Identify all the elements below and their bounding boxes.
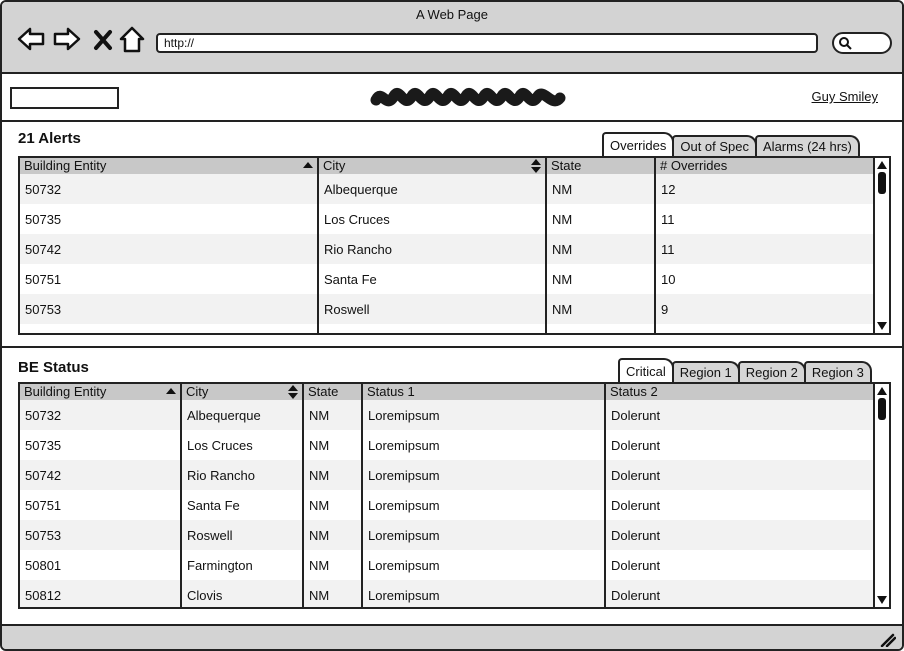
cell-status-2: Dolerunt (605, 430, 875, 460)
table-row[interactable] (20, 400, 875, 430)
alerts-table (18, 156, 891, 335)
cell-state: NM (303, 550, 362, 580)
column-header-overrides[interactable]: # Overrides (655, 158, 875, 174)
cell-status-2: Dolerunt (605, 580, 875, 609)
cell-building-entity: 50732 (20, 400, 181, 430)
column-header-city[interactable]: City (181, 384, 303, 400)
cell-state: NM (303, 520, 362, 550)
cell-building-entity: 50753 (20, 520, 181, 550)
cell-state: NM (303, 400, 362, 430)
cell-status-1: Loremipsum (362, 430, 605, 460)
status-scrollbar[interactable] (873, 384, 889, 607)
cell-status-2: Dolerunt (605, 400, 875, 430)
header-input[interactable] (10, 87, 119, 109)
cell-state: NM (303, 490, 362, 520)
cell-building-entity: 50753 (20, 294, 318, 324)
scroll-down-icon[interactable] (877, 596, 887, 604)
cell-state: NM (303, 430, 362, 460)
cell-city: Los Cruces (181, 430, 303, 460)
cell-status-1: Loremipsum (362, 460, 605, 490)
tab-alarms[interactable]: Alarms (24 hrs) (755, 135, 860, 156)
page-header (2, 74, 902, 122)
cell-state: NM (546, 234, 655, 264)
tab-region-1[interactable]: Region 1 (672, 361, 740, 382)
column-header-building-entity[interactable]: Building Entity (20, 384, 181, 400)
cell-city: Farmington (181, 550, 303, 580)
cell-city: Rio Rancho (181, 460, 303, 490)
cell-building-entity: 50751 (20, 490, 181, 520)
tab-region-2[interactable]: Region 2 (738, 361, 806, 382)
table-row (20, 324, 875, 335)
cell-overrides: 11 (655, 204, 875, 234)
column-header-state[interactable]: State (546, 158, 655, 174)
table-row[interactable] (20, 204, 875, 234)
cell-status-2: Dolerunt (605, 520, 875, 550)
search-input[interactable] (832, 32, 892, 54)
cell-building-entity: 50801 (20, 550, 181, 580)
column-header-city[interactable]: City (318, 158, 546, 174)
table-row[interactable] (20, 174, 875, 204)
cell-city: Santa Fe (318, 264, 546, 294)
cell-status-2: Dolerunt (605, 490, 875, 520)
alerts-panel (2, 122, 902, 348)
table-row[interactable] (20, 264, 875, 294)
close-icon[interactable] (90, 24, 116, 54)
tab-overrides[interactable]: Overrides (602, 132, 674, 156)
table-row[interactable] (20, 460, 875, 490)
table-row[interactable] (20, 294, 875, 324)
table-row[interactable] (20, 580, 875, 609)
cell-state: NM (546, 174, 655, 204)
column-header-status-2[interactable]: Status 2 (605, 384, 875, 400)
cell-building-entity: 50732 (20, 174, 318, 204)
table-row[interactable] (20, 234, 875, 264)
cell-city: Los Cruces (318, 204, 546, 234)
cell-overrides: 12 (655, 174, 875, 204)
alerts-title: 21 Alerts (18, 130, 81, 147)
cell-city: Roswell (181, 520, 303, 550)
cell-building-entity: 50742 (20, 234, 318, 264)
cell-state: NM (546, 264, 655, 294)
logo-scribble (370, 84, 566, 112)
url-input[interactable]: http:// (156, 33, 818, 53)
tab-region-3[interactable]: Region 3 (804, 361, 872, 382)
sort-icon (288, 385, 298, 399)
sort-ascending-icon (166, 388, 176, 394)
cell-building-entity: 50751 (20, 264, 318, 294)
alerts-scrollbar[interactable] (873, 158, 889, 333)
table-row[interactable] (20, 550, 875, 580)
forward-arrow-icon[interactable] (52, 24, 82, 54)
cell-city: Clovis (181, 580, 303, 609)
cell-city: Roswell (318, 294, 546, 324)
cell-city: Santa Fe (181, 490, 303, 520)
column-header-status-1[interactable]: Status 1 (362, 384, 605, 400)
cell-status-1: Loremipsum (362, 400, 605, 430)
cell-building-entity: 50812 (20, 580, 181, 609)
scroll-down-icon[interactable] (877, 322, 887, 330)
cell-state: NM (546, 204, 655, 234)
search-icon (838, 36, 852, 50)
user-name-link[interactable]: Guy Smiley (811, 89, 878, 104)
scroll-up-icon[interactable] (877, 161, 887, 169)
cell-state: NM (303, 460, 362, 490)
cell-building-entity: 50742 (20, 460, 181, 490)
table-row[interactable] (20, 520, 875, 550)
cell-building-entity: 50735 (20, 204, 318, 234)
tab-critical[interactable]: Critical (618, 358, 674, 382)
status-title: BE Status (18, 359, 89, 376)
window-title: A Web Page (415, 7, 489, 22)
cell-status-1: Loremipsum (362, 490, 605, 520)
cell-status-2: Dolerunt (605, 550, 875, 580)
table-row[interactable] (20, 490, 875, 520)
cell-status-1: Loremipsum (362, 550, 605, 580)
cell-city: Albequerque (181, 400, 303, 430)
scroll-thumb[interactable] (878, 398, 886, 420)
cell-overrides: 9 (655, 294, 875, 324)
cell-city: Albequerque (318, 174, 546, 204)
browser-toolbar (2, 2, 902, 74)
sort-ascending-icon (303, 162, 313, 168)
cell-status-1: Loremipsum (362, 580, 605, 609)
column-header-state[interactable]: State (303, 384, 362, 400)
scroll-thumb[interactable] (878, 172, 886, 194)
cell-status-1: Loremipsum (362, 520, 605, 550)
browser-status-bar (2, 624, 902, 651)
cell-city: Rio Rancho (318, 234, 546, 264)
resize-grip-icon[interactable] (880, 633, 896, 647)
tab-out-of-spec[interactable]: Out of Spec (672, 135, 757, 156)
status-panel (2, 348, 902, 624)
status-table (18, 382, 891, 609)
status-tabs (618, 358, 870, 382)
back-arrow-icon[interactable] (16, 24, 46, 54)
home-icon[interactable] (118, 24, 146, 54)
cell-state: NM (303, 580, 362, 609)
table-row[interactable] (20, 430, 875, 460)
scroll-up-icon[interactable] (877, 387, 887, 395)
cell-status-2: Dolerunt (605, 460, 875, 490)
cell-overrides: 10 (655, 264, 875, 294)
alerts-tabs (602, 132, 858, 156)
cell-building-entity: 50735 (20, 430, 181, 460)
cell-overrides: 11 (655, 234, 875, 264)
sort-icon (531, 159, 541, 173)
cell-state: NM (546, 294, 655, 324)
column-header-building-entity[interactable]: Building Entity (20, 158, 318, 174)
